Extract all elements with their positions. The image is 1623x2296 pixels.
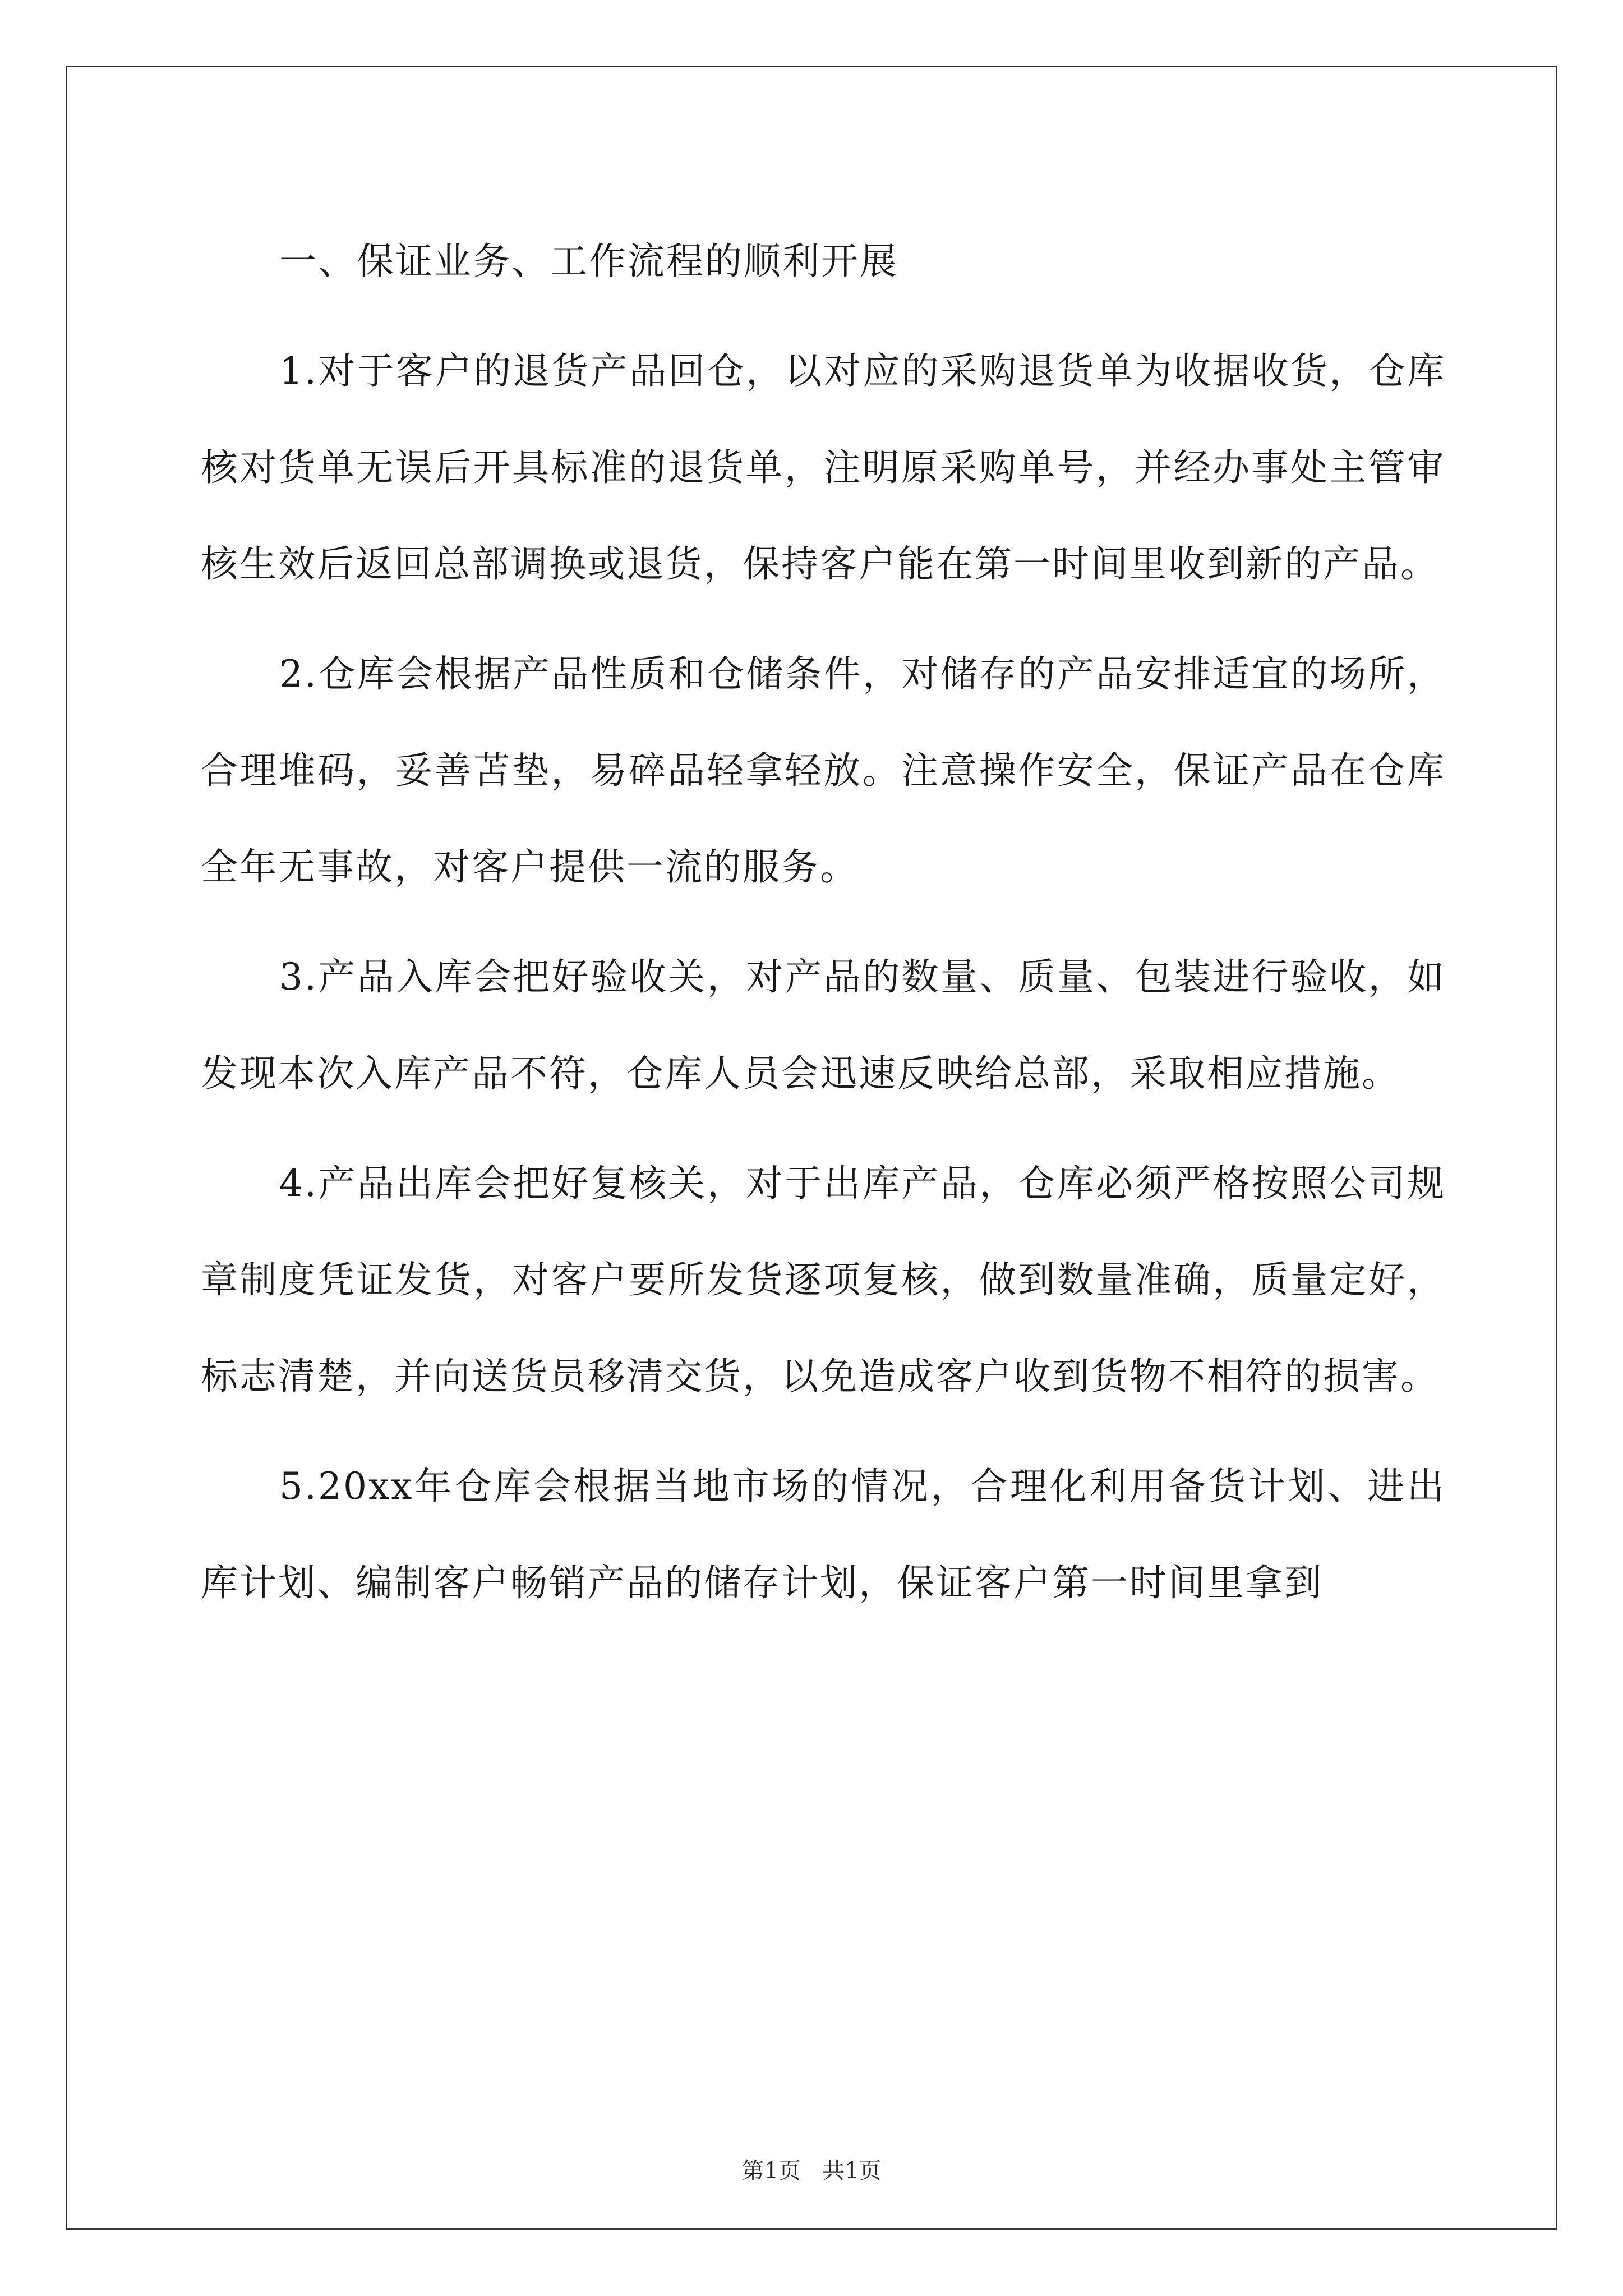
document-body <box>201 213 1446 1645</box>
paragraph-2: 2.仓库会根据产品性质和仓储条件，对储存的产品安排适宜的场所，合理堆码，妥善苫垫，易碎品轻拿轻放。注意操作安全，保证产品在仓库全年无事故，对客户提供一流的服务。 <box>201 652 1446 889</box>
paragraph-1: 1.对于客户的退货产品回仓，以对应的采购退货单为收据收货，仓库核对货单无误后开具标准的退货单，注明原采购单号，并经办事处主管审核生效后返回总部调换或退货，保持客户能在第一时间里收到新的产品。 <box>201 349 1446 586</box>
page-number-total: 共1页 <box>822 2158 882 2184</box>
footer-separator <box>801 2158 822 2184</box>
paragraph-5: 5.20xx年仓库会根据当地市场的情况，合理化利用备货计划、进出库计划、编制客户畅销产品的储存计划，保证客户第一时间里拿到 <box>201 1465 1446 1604</box>
page-number-current: 第1页 <box>741 2158 801 2184</box>
paragraph-4: 4.产品出库会把好复核关，对于出库产品，仓库必须严格按照公司规章制度凭证发货，对客户要所发货逐项复核，做到数量准确，质量定好，标志清楚，并向送货员移清交货，以免造成客户收到货物不相符的损害。 <box>201 1162 1446 1398</box>
paragraph-3: 3.产品入库会把好验收关，对产品的数量、质量、包装进行验收，如发现本次入库产品不符，仓库人员会迅速反映给总部，采取相应措施。 <box>201 955 1446 1095</box>
page-footer <box>0 2155 1623 2187</box>
section-heading: 一、保证业务、工作流程的顺利开展 <box>279 240 898 283</box>
